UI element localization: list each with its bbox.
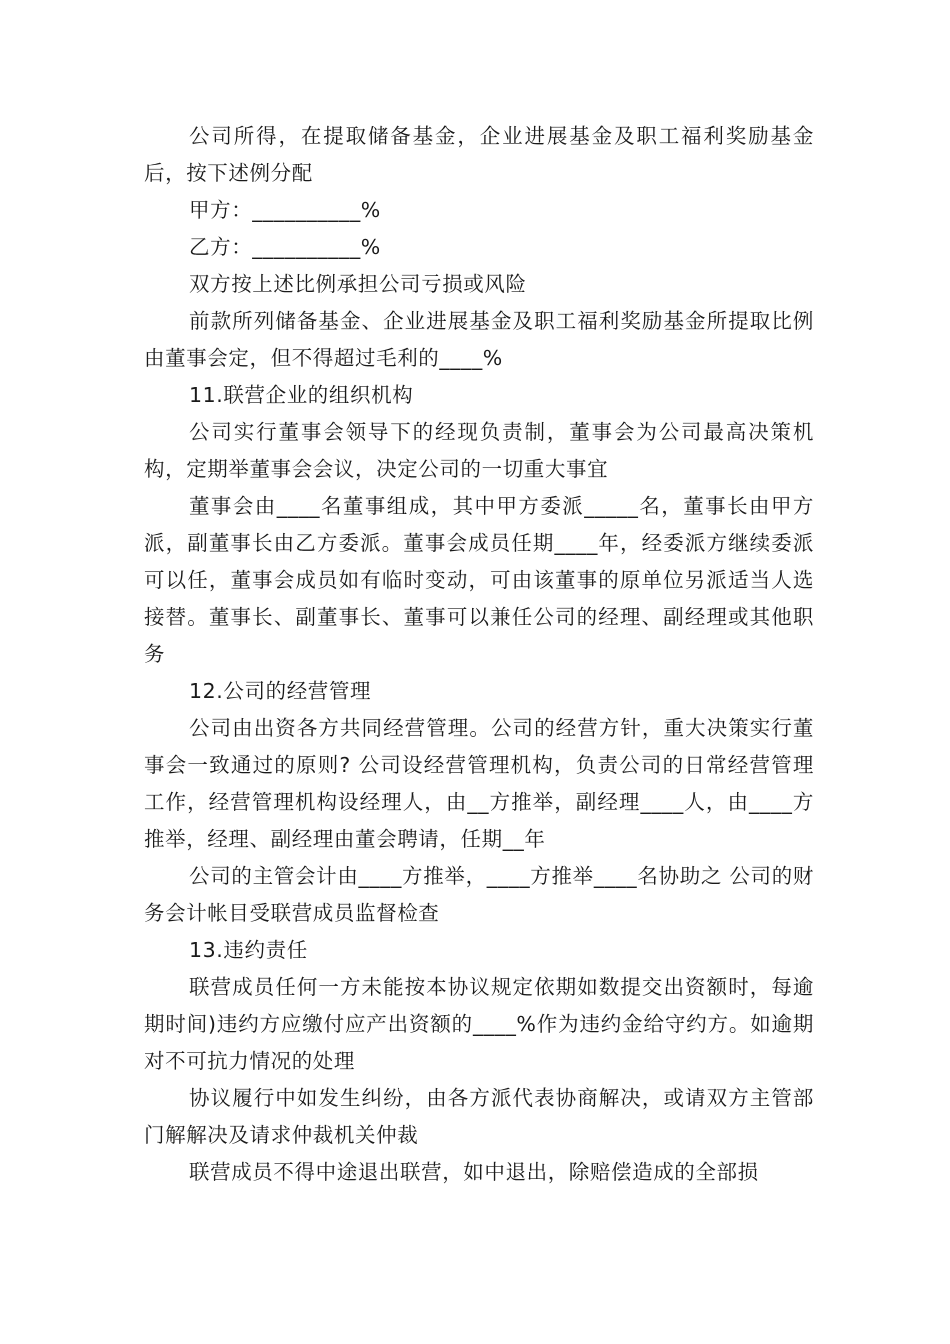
- paragraph-loss-sharing: 双方按上述比例承担公司亏损或风险: [189, 272, 527, 296]
- section-heading-breach: 13.违约责任: [189, 938, 308, 962]
- section-heading-organization: 11.联营企业的组织机构: [189, 383, 414, 407]
- paragraph-dispute-resolution: 协议履行中如发生纠纷，由各方派代表协商解决，或请双方主管部门解解决及请求仲裁机关仲裁: [144, 1086, 814, 1147]
- paragraph-party-a-share: 甲方：__________%: [189, 198, 381, 222]
- section-heading-management: 12.公司的经营管理: [189, 679, 372, 703]
- paragraph-party-b-share: 乙方：__________%: [189, 235, 381, 259]
- paragraph-fund-ratio: 前款所列储备基金、企业进展基金及职工福利奖励基金所提取比例由董事会定，但不得超过毛利的____%: [144, 309, 814, 370]
- paragraph-board-system: 公司实行董事会领导下的经现负责制，董事会为公司最高决策机构，定期举董事会会议，决定公司的一切重大事宜: [144, 420, 814, 481]
- paragraph-breach-penalty: 联营成员任何一方未能按本协议规定依期如数提交出资额时，每逾期时间)违约方应缴付应产出资额的____%作为违约金给守约方。如逾期对不可抗力情况的处理: [144, 975, 814, 1073]
- paragraph-management-structure: 公司由出资各方共同经营管理。公司的经营方针，重大决策实行董事会一致通过的原则? 公司设经营管理机构，负责公司的日常经营管理工作，经营管理机构设经理人，由__方推举，副经理____人，由____方推举，经理、副经理由董会聘请，任期__年: [144, 716, 814, 851]
- paragraph-profit-distribution: 公司所得，在提取储备基金，企业进展基金及职工福利奖励基金后，按下述例分配: [144, 124, 814, 185]
- paragraph-withdrawal: 联营成员不得中途退出联营，如中退出，除赔偿造成的全部损: [189, 1160, 759, 1184]
- paragraph-board-composition: 董事会由____名董事组成，其中甲方委派_____名，董事长由甲方派，副董事长由乙方委派。董事会成员任期____年，经委派方继续委派可以任，董事会成员如有临时变动，可由该董事的原单位另派适当人选接替。董事长、副董事长、董事可以兼任公司的经理、副经理或其他职务: [144, 494, 814, 666]
- paragraph-accounting: 公司的主管会计由____方推举，____方推举____名协助之 公司的财务会计帐目受联营成员监督检查: [144, 864, 814, 925]
